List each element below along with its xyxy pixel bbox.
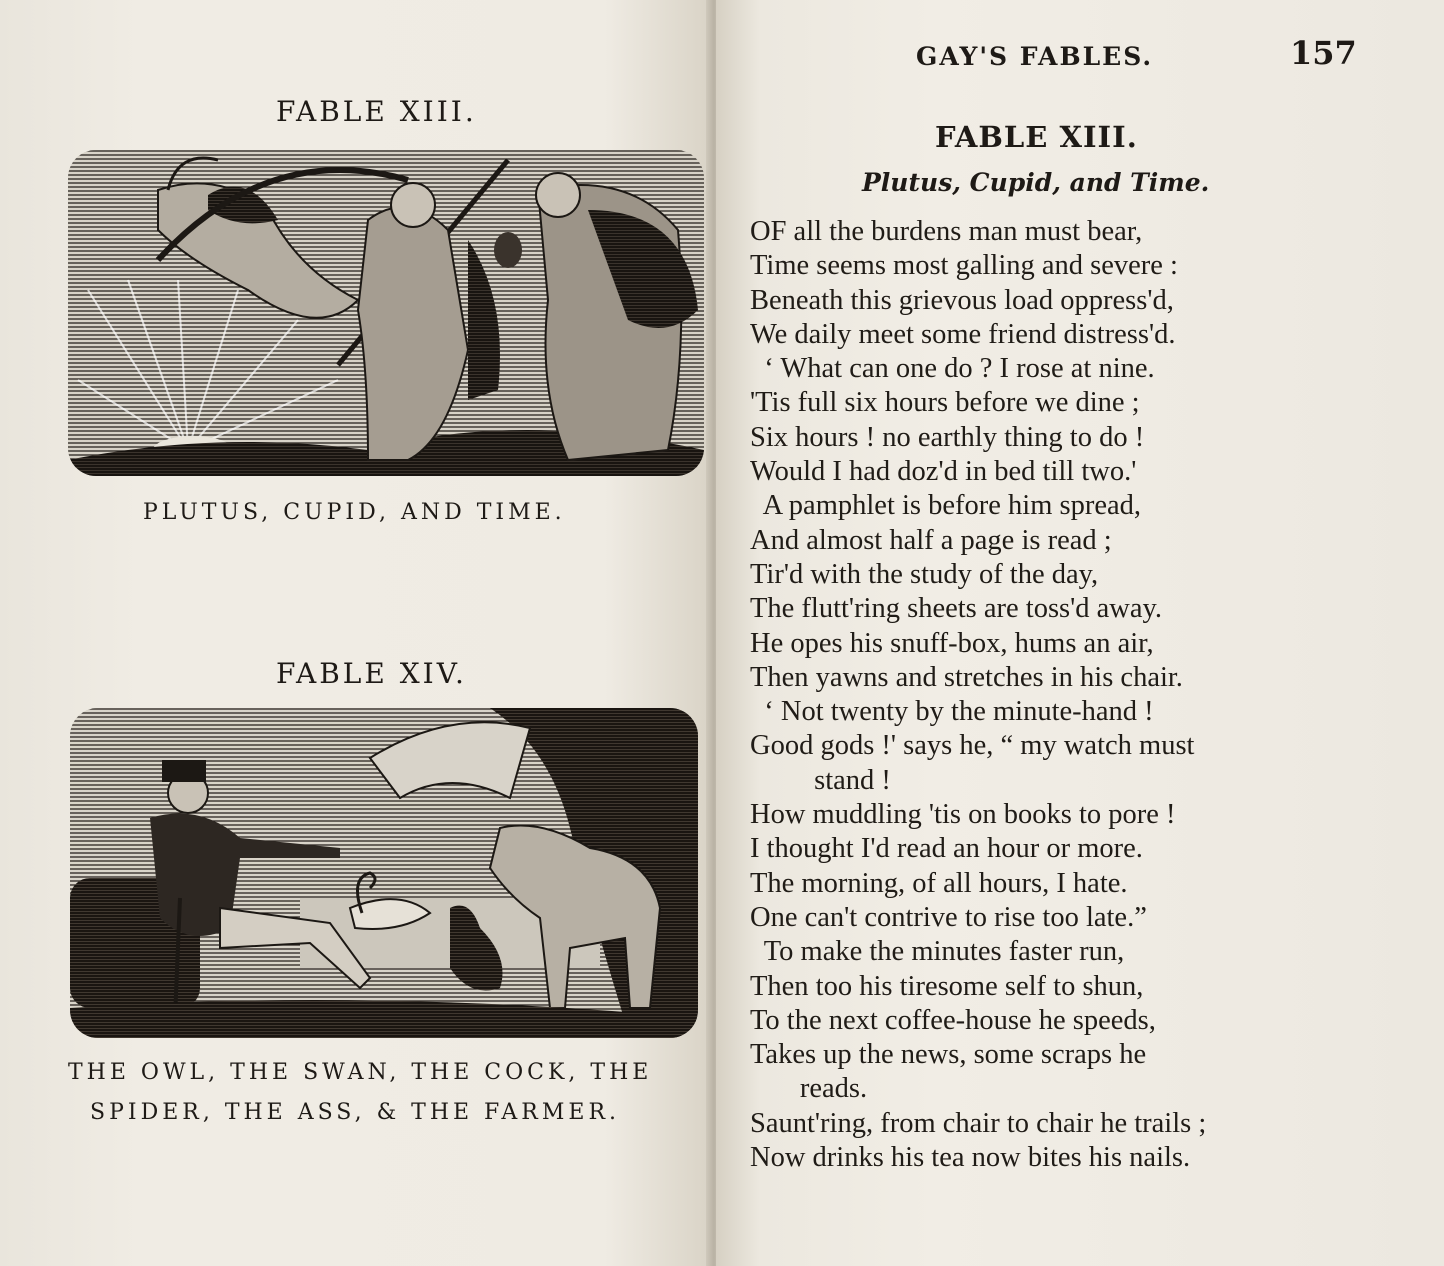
verse-line: ‘ What can one do ? I rose at nine. bbox=[750, 353, 1155, 385]
verse-line: OF all the burdens man must bear, bbox=[750, 216, 1143, 247]
verse-line: The flutt'ring sheets are toss'd away. bbox=[750, 593, 1163, 625]
engraving-plutus-illustration bbox=[68, 150, 704, 476]
verse-line: Then yawns and stretches in his chair. bbox=[750, 661, 1183, 693]
fable-title: FABLE XIII. bbox=[935, 120, 1138, 154]
verse-line: The morning, of all hours, I hate. bbox=[750, 867, 1128, 899]
fable-14-caption-line1: THE OWL, THE SWAN, THE COCK, THE bbox=[68, 1060, 653, 1085]
verse-line: I thought I'd read an hour or more. bbox=[750, 833, 1143, 865]
verse-line: One can't contrive to rise too late.” bbox=[750, 901, 1147, 933]
fable-14-heading: FABLE XIV. bbox=[276, 657, 467, 690]
verse-line: And almost half a page is read ; bbox=[750, 524, 1112, 556]
fable-13-heading: FABLE XIII. bbox=[276, 95, 477, 128]
verse-line: Beneath this grievous load oppress'd, bbox=[750, 284, 1174, 316]
verse-line: To make the minutes faster run, bbox=[750, 936, 1125, 968]
engraving-owl-illustration bbox=[70, 708, 698, 1038]
verse-line: He opes his snuff-box, hums an air, bbox=[750, 627, 1154, 659]
verse-line: Tir'd with the study of the day, bbox=[750, 558, 1099, 590]
left-page bbox=[0, 0, 712, 1266]
fable-13-caption: PLUTUS, CUPID, AND TIME. bbox=[143, 500, 566, 525]
verse-line: Good gods !' says he, “ my watch must bbox=[750, 730, 1195, 762]
verse-line: ‘ Not twenty by the minute-hand ! bbox=[750, 696, 1154, 728]
verse-line: Now drinks his tea now bites his nails. bbox=[750, 1142, 1191, 1174]
verse-line: stand ! bbox=[750, 764, 891, 796]
fable-verse bbox=[750, 215, 1390, 1175]
verse-line: Time seems most galling and severe : bbox=[750, 250, 1178, 282]
verse-line: Saunt'ring, from chair to chair he trails ; bbox=[750, 1107, 1207, 1139]
verse-line: Six hours ! no earthly thing to do ! bbox=[750, 421, 1145, 453]
verse-line: We daily meet some friend distress'd. bbox=[750, 318, 1176, 350]
engraving-plutus-cupid-time bbox=[68, 150, 704, 476]
verse-line: To the next coffee-house he speeds, bbox=[750, 1004, 1156, 1036]
verse-line: Would I had doz'd in bed till two.' bbox=[750, 456, 1137, 488]
verse-line: A pamphlet is before him spread, bbox=[750, 490, 1141, 522]
verse-line: How muddling 'tis on books to pore ! bbox=[750, 799, 1176, 831]
fable-subtitle: Plutus, Cupid, and Time. bbox=[862, 168, 1210, 197]
fable-14-caption-line2: SPIDER, THE ASS, & THE FARMER. bbox=[90, 1100, 621, 1125]
verse-line: 'Tis full six hours before we dine ; bbox=[750, 387, 1140, 419]
verse-line: reads. bbox=[750, 1073, 868, 1105]
verse-line: Then too his tiresome self to shun, bbox=[750, 970, 1144, 1002]
engraving-owl-swan-cock bbox=[70, 708, 698, 1038]
page-number: 157 bbox=[1290, 34, 1357, 72]
running-head: GAY'S FABLES. bbox=[916, 42, 1154, 71]
verse-line: Takes up the news, some scraps he bbox=[750, 1039, 1147, 1071]
